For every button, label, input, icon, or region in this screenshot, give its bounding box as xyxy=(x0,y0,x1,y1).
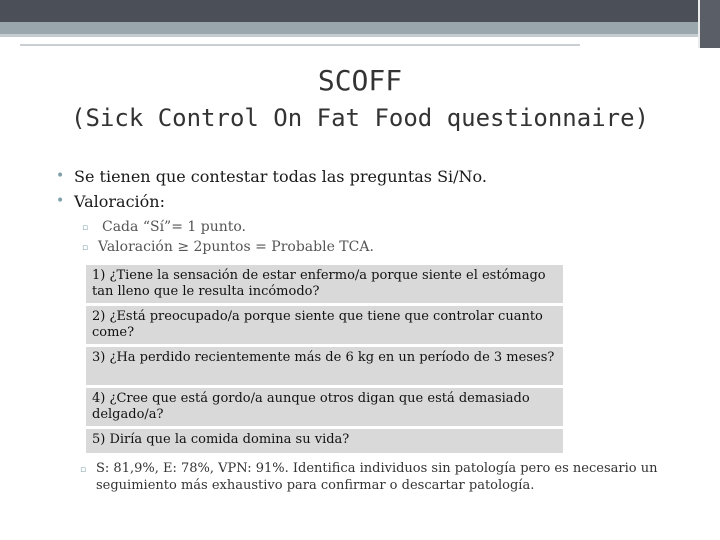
sub-bullet-square-icon: ▫ xyxy=(82,223,89,233)
question-box-3: 3) ¿Ha perdido recientemente más de 6 kg en un período de 3 meses? xyxy=(86,347,563,385)
sub-bullet-square-icon: ▫ xyxy=(82,243,89,253)
top-accent-bar xyxy=(0,22,720,34)
bullet-dot-icon: • xyxy=(56,168,65,184)
question-box-1: 1) ¿Tiene la sensación de estar enfermo/a porque siente el estómago tan lleno que le resulta incómodo? xyxy=(86,265,563,303)
validity-footnote: S: 81,9%, E: 78%, VPN: 91%. Identifica individuos sin patología pero es necesario un seguimiento más exhaustivo para confirmar o descartar patología. xyxy=(96,461,658,493)
top-accent-line xyxy=(0,34,720,37)
sub-bullet-square-icon: ▫ xyxy=(80,465,87,475)
slide-title: SCOFF xyxy=(317,64,403,97)
slide-subtitle: (Sick Control On Fat Food questionnaire) xyxy=(71,104,649,132)
question-box-2: 2) ¿Está preocupado/a porque siente que tiene que controlar cuanto come? xyxy=(86,306,563,344)
corner-decor-block xyxy=(698,0,720,48)
bullet-instructions: Se tienen que contestar todas las preguntas Si/No. xyxy=(74,167,487,186)
question-box-5: 5) Diría que la comida domina su vida? xyxy=(86,429,563,453)
bullet-scoring: Valoración: xyxy=(74,192,165,211)
title-divider-line xyxy=(20,44,580,46)
question-box-4: 4) ¿Cree que está gordo/a aunque otros digan que está demasiado delgado/a? xyxy=(86,388,563,426)
bullet-dot-icon: • xyxy=(56,193,65,209)
sub-bullet-point-value: Cada “Sí”= 1 punto. xyxy=(102,219,246,235)
sub-bullet-threshold: Valoración ≥ 2puntos = Probable TCA. xyxy=(98,239,374,255)
top-decor-bar xyxy=(0,0,720,22)
